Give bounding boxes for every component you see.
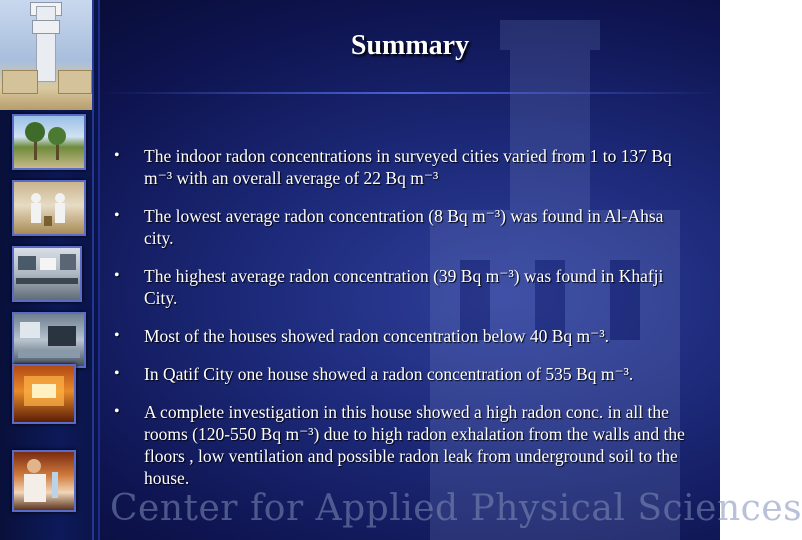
bullet-item [112, 265, 687, 309]
bullet-dot-icon: • [114, 403, 120, 420]
bullet-item [112, 325, 687, 347]
bullet-item [112, 205, 687, 249]
bullet-item [112, 145, 687, 189]
lab-workstation-photo [12, 312, 86, 368]
bullet-item [112, 401, 687, 489]
bullet-text: Most of the houses showed radon concentration below 40 Bq m⁻³. [144, 326, 610, 346]
bullet-list [112, 145, 687, 505]
bullet-text: In Qatif City one house showed a radon concentration of 535 Bq m⁻³. [144, 364, 634, 384]
laboratory-equipment-photo [12, 246, 82, 302]
bullet-text: A complete investigation in this house showed a high radon conc. in all the rooms (120-550 Bq m⁻³) due to high radon exhalation from the walls and the floors , low ventilation and possible radon leak from underground soil to the house. [144, 402, 685, 488]
image-sidebar [0, 0, 100, 540]
bullet-dot-icon: • [114, 207, 120, 224]
bullet-dot-icon: • [114, 147, 120, 164]
bullet-item [112, 363, 687, 385]
title-divider [100, 92, 720, 94]
campus-tower-photo [0, 0, 92, 110]
slide-title: Summary [350, 30, 470, 61]
bullet-dot-icon: • [114, 327, 120, 344]
footer-watermark: Center for Applied Physical Sciences [110, 488, 802, 529]
sidebar-divider [92, 0, 94, 540]
bullet-dot-icon: • [114, 365, 120, 382]
bullet-dot-icon: • [114, 267, 120, 284]
palm-campus-photo [12, 114, 86, 170]
bullet-text: The highest average radon concentration (39 Bq m⁻³) was found in Khafji City. [144, 266, 664, 308]
bullet-text: The lowest average radon concentration (8 Bq m⁻³) was found in Al-Ahsa city. [144, 206, 664, 248]
furnace-lab-photo [12, 364, 76, 424]
field-sampling-photo [12, 180, 86, 236]
bullet-text: The indoor radon concentrations in surveyed cities varied from 1 to 137 Bq m⁻³ with an overall average of 22 Bq m⁻³ [144, 146, 672, 188]
scientist-working-photo [12, 450, 76, 512]
